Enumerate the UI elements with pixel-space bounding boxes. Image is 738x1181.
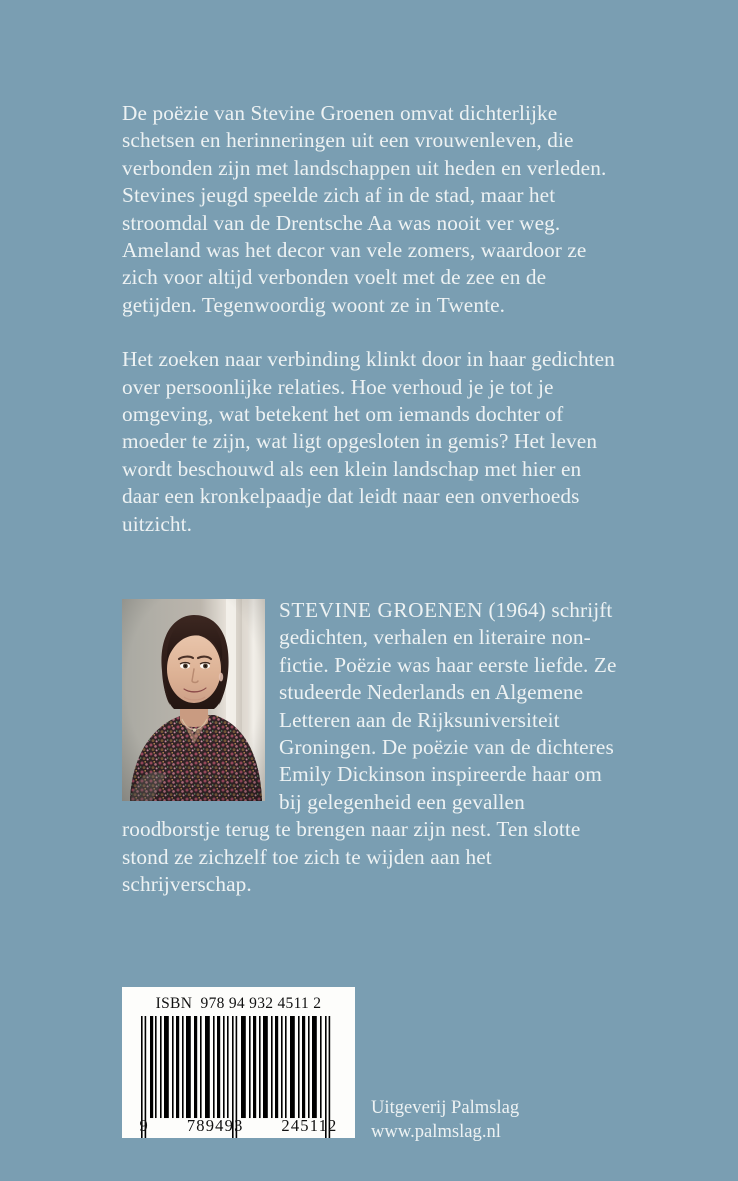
isbn-barcode-panel — [122, 987, 355, 1138]
author-portrait-photo — [122, 599, 265, 801]
author-bio-block — [122, 597, 618, 898]
isbn-label: ISBN — [155, 995, 193, 1012]
author-birth-year: (1964) — [488, 598, 546, 622]
publisher-website[interactable]: www.palmslag.nl — [371, 1121, 501, 1142]
author-bio-body: schrijft gedichten, verhalen en literaire non-fictie. Poëzie was haar eerste liefde. Ze studeerde Nederlands en Algemene Letteren aan de Rijksuniversiteit Groningen. De poëzie van de dichteres Emily Dickinson inspireerde haar om bij gelegenheid een gevallen roodborstje terug te brengen naar zijn nest. Ten slotte stond ze zichzelf toe zich te wijden aan het schrijverschap. — [122, 598, 617, 897]
author-portrait-image — [122, 599, 265, 801]
publisher-block — [371, 1096, 519, 1144]
blurb-text-block — [122, 100, 618, 538]
barcode-digits-left: 789493 — [186, 1116, 244, 1135]
isbn-number: 978 94 932 4511 2 — [200, 995, 322, 1012]
author-name: STEVINE GROENEN — [279, 598, 484, 622]
blurb-paragraph-2: Het zoeken naar verbinding klinkt door in haar gedichten over persoonlijke relaties. Hoe verhoud je je tot je omgeving, wat betekent het om iemands dochter of moeder te zijn, wat ligt opgesloten in gemis? Het leven wordt beschouwd als een klein landschap met hier en daar een kronkelpaadje dat leidt naar een onverhoeds uitzicht. — [122, 347, 615, 536]
barcode-digits — [139, 1116, 339, 1136]
isbn-line — [156, 995, 322, 1013]
blurb-paragraph-1: De poëzie van Stevine Groenen omvat dichterlijke schetsen en herinneringen uit een vrouwenleven, die verbonden zijn met landschappen uit heden en verleden. Stevines jeugd speelde zich af in de stad, maar het stroomdal van de Drentsche Aa was nooit ver weg. Ameland was het decor van vele zomers, waardoor ze zich voor altijd verbonden voelt met de zee en de getijden. Tegenwoordig woont ze in Twente. — [122, 101, 607, 317]
barcode-digits-right: 245112 — [281, 1116, 338, 1135]
barcode-graphic — [139, 1016, 339, 1138]
publisher-name: Uitgeverij Palmslag — [371, 1097, 520, 1118]
barcode-digit-lead: 9 — [139, 1116, 149, 1135]
